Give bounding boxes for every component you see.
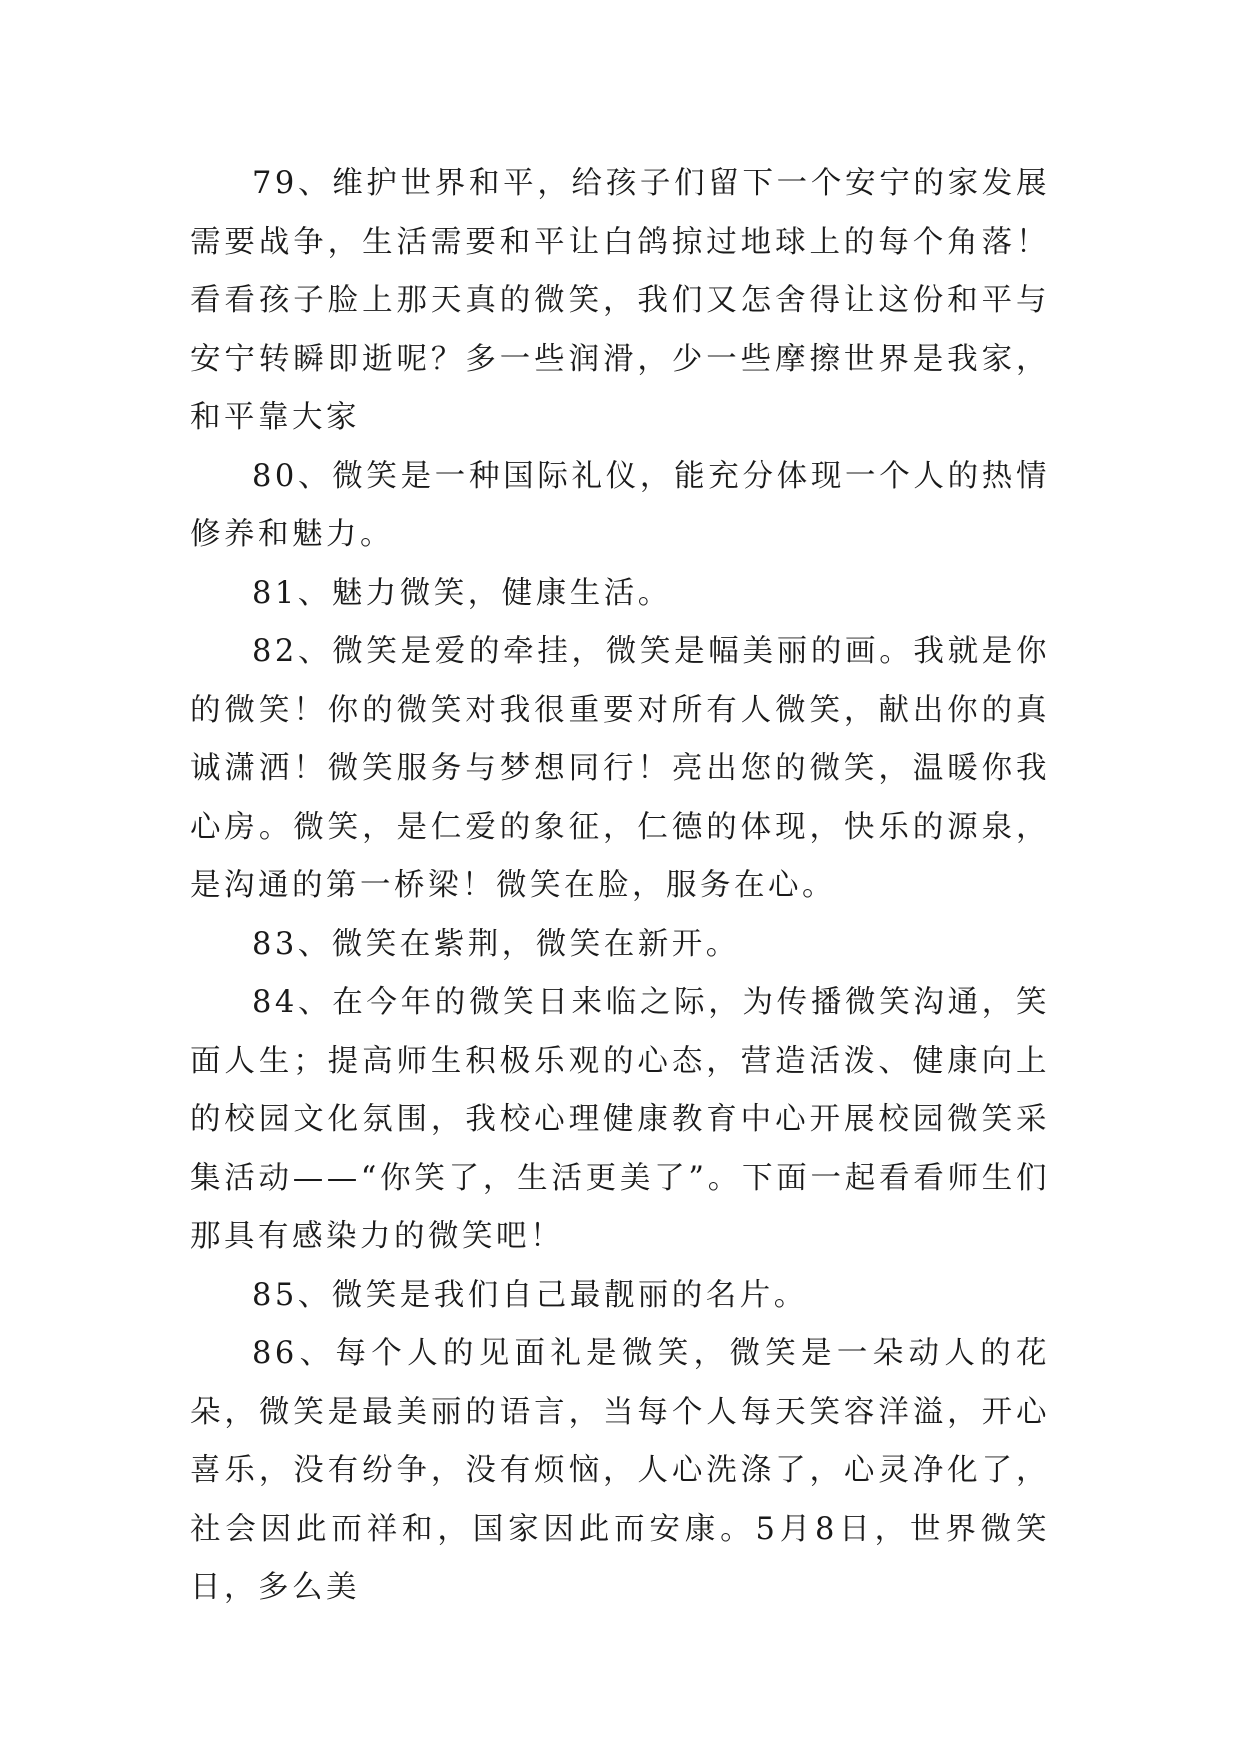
paragraph-85: 85、微笑是我们自己最靓丽的名片。 [252,1277,808,1313]
paragraph-80: 80、微笑是一种国际礼仪，能充分体现一个人的热情修养和魅力。 [190,458,1050,552]
paragraph-82: 82、微笑是爱的牵挂，微笑是幅美丽的画。我就是你的微笑！你的微笑对我很重要对所有人微笑，献出你的真诚潇洒！微笑服务与梦想同行！亮出您的微笑，温暖你我心房。微笑，是仁爱的象征，仁德的体现，快乐的源泉，是沟通的第一桥梁！微笑在脸，服务在心。 [190,634,1050,903]
document-body [190,155,1050,1618]
paragraph-81: 81、魅力微笑，健康生活。 [252,575,672,611]
paragraph-84: 84、在今年的微笑日来临之际，为传播微笑沟通，笑面人生；提高师生积极乐观的心态，营造活泼、健康向上的校园文化氛围，我校心理健康教育中心开展校园微笑采集活动——“你笑了，生活更美了”。下面一起看看师生们那具有感染力的微笑吧！ [190,985,1050,1254]
paragraph-79: 79、维护世界和平，给孩子们留下一个安宁的家发展需要战争，生活需要和平让白鸽掠过地球上的每个角落！看看孩子脸上那天真的微笑，我们又怎舍得让这份和平与安宁转瞬即逝呢？多一些润滑，少一些摩擦世界是我家，和平靠大家 [190,166,1050,435]
paragraph-86: 86、每个人的见面礼是微笑，微笑是一朵动人的花朵，微笑是最美丽的语言，当每个人每天笑容洋溢，开心喜乐，没有纷争，没有烦恼，人心洗涤了，心灵净化了，社会因此而祥和，国家因此而安康。5月8日，世界微笑日，多么美 [190,1336,1050,1605]
paragraph-83: 83、微笑在紫荆，微笑在新开。 [252,926,740,962]
